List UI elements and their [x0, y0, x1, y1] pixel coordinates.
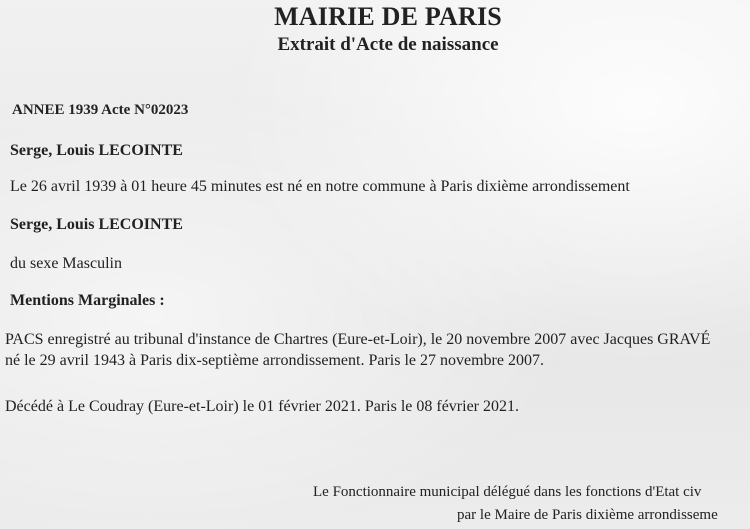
signature-line-2: par le Maire de Paris dixième arrondisseme — [457, 507, 718, 523]
birth-statement: Le 26 avril 1939 à 01 heure 45 minutes est né en notre commune à Paris dixième arrondissement — [10, 178, 630, 195]
signature-line-1: Le Fonctionnaire municipal délégué dans les fonctions d'Etat civ — [313, 484, 702, 500]
pacs-mention: PACS enregistré au tribunal d'instance de Chartres (Eure-et-Loir), le 20 novembre 2007 avec Jacques GRAVÉ né le 29 avril 1943 à Paris dix-septième arrondissement. Paris le 27 novembre 2007. — [5, 331, 711, 369]
marginal-mentions-heading: Mentions Marginales : — [10, 292, 165, 309]
person-name-heading: Serge, Louis LECOINTE — [10, 142, 183, 159]
document-title: MAIRIE DE PARIS — [274, 2, 502, 31]
act-year-number: ANNEE 1939 Acte N°02023 — [12, 102, 189, 118]
death-mention: Décédé à Le Coudray (Eure-et-Loir) le 01 février 2021. Paris le 08 février 2021. — [5, 398, 520, 415]
person-name: Serge, Louis LECOINTE — [10, 216, 183, 233]
document-subtitle: Extrait d'Acte de naissance — [277, 34, 499, 55]
sex-statement: du sexe Masculin — [10, 255, 122, 272]
